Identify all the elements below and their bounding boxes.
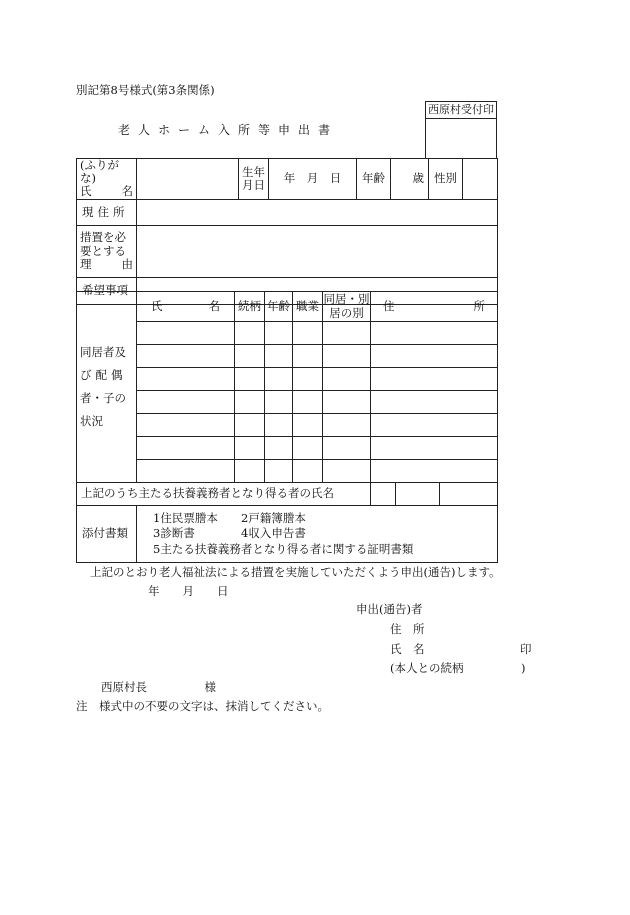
household-relation-cell[interactable] [235,460,265,483]
attachment-item-5: 5主たる扶養義務者となり得る者に関する証明書類 [153,541,414,556]
col-header-address-a: 住 [383,298,395,313]
reason-label-line3a: 理 [80,256,92,271]
applicant-table [76,158,498,305]
name-row [77,159,498,200]
declaration-text: 上記のとおり老人福祉法による措置を実施していただくよう申出(通告)します。 [90,565,501,579]
date-line[interactable]: 年 月 日 [148,584,229,598]
household-relation-cell[interactable] [235,437,265,460]
household-address-cell[interactable] [371,368,498,391]
col-header-job: 職業 [293,292,323,322]
household-job-cell[interactable] [293,368,323,391]
household-age-cell[interactable] [265,322,293,345]
household-age-cell[interactable] [265,414,293,437]
col-header-address-b: 所 [473,298,485,313]
sex-value-cell[interactable] [463,159,498,200]
attachments-row [77,506,498,563]
supporter-name-cell-1[interactable] [371,483,396,506]
household-age-cell[interactable] [265,391,293,414]
supporter-name-cell-3[interactable] [440,483,498,506]
household-row [77,368,498,391]
household-relation-cell[interactable] [235,322,265,345]
birth-date-cell[interactable]: 年 月 日 [269,159,357,200]
relation-line[interactable]: (本人との続柄 ) [390,661,526,675]
household-relation-cell[interactable] [235,345,265,368]
household-cohab-cell[interactable] [323,437,371,460]
reason-label-line1: 措置を必 [80,230,126,245]
household-name-cell[interactable] [137,345,235,368]
household-name-cell[interactable] [137,368,235,391]
col-header-age: 年齢 [265,292,293,322]
household-job-cell[interactable] [293,437,323,460]
address-value-cell[interactable] [137,199,498,225]
col-header-address [371,292,498,322]
household-cohab-cell[interactable] [323,391,371,414]
col-header-cohab-line1: 同居・別 [323,292,370,307]
household-job-cell[interactable] [293,391,323,414]
supporter-label: 上記のうち主たる扶養義務者となり得る者の氏名 [77,483,371,506]
seal-mark: 印 [520,642,532,656]
household-address-cell[interactable] [371,345,498,368]
applicant-label: 申出(通告)者 [356,602,423,616]
household-job-cell[interactable] [293,414,323,437]
attachments-label: 添付書類 [77,506,137,563]
note-text: 注 様式中の不要の文字は、抹消してください。 [76,699,329,713]
col-header-name-b: 名 [208,298,220,313]
birth-label-cell [239,159,269,200]
birth-label-a: 生年 [242,164,265,179]
age-label: 年齢 [357,159,391,200]
supporter-name-cell-2[interactable] [396,483,440,506]
household-cohab-cell[interactable] [323,368,371,391]
reason-label-line2: 要とする [80,243,126,258]
household-job-cell[interactable] [293,322,323,345]
address-row [77,199,498,225]
supporter-row [77,483,498,506]
household-address-cell[interactable] [371,322,498,345]
furigana-label: (ふりがな) [80,158,119,186]
applicant-address-label[interactable]: 住 所 [390,622,425,636]
col-header-name-a: 氏 [151,298,163,313]
household-row [77,345,498,368]
attachment-item-4: 4収入申告書 [241,526,306,541]
col-header-cohab-line2: 居の別 [329,305,364,320]
mayor-line: 西原村長 様 [101,680,216,694]
address-label: 現住所 [77,199,137,225]
household-row [77,460,498,483]
household-relation-cell[interactable] [235,368,265,391]
household-address-cell[interactable] [371,460,498,483]
attachment-item-2: 2戸籍簿謄本 [241,510,306,525]
request-label: 希望事項 [77,277,137,304]
reason-row [77,225,498,277]
household-address-cell[interactable] [371,391,498,414]
household-name-cell[interactable] [137,460,235,483]
applicant-name-label[interactable]: 氏 名 [390,642,425,656]
household-label-line4: 状況 [80,414,103,428]
household-age-cell[interactable] [265,345,293,368]
household-job-cell[interactable] [293,345,323,368]
household-cohab-cell[interactable] [323,322,371,345]
household-age-cell[interactable] [265,368,293,391]
household-row [77,322,498,345]
sex-label: 性別 [429,159,463,200]
household-address-cell[interactable] [371,414,498,437]
birth-label-b: 月日 [242,177,265,192]
household-relation-cell[interactable] [235,391,265,414]
receipt-stamp-label-cell [425,101,497,119]
household-row [77,391,498,414]
col-header-cohabitation [323,292,371,322]
household-row [77,414,498,437]
household-cohab-cell[interactable] [323,414,371,437]
name-label-b: 名 [121,184,133,199]
col-header-relation: 続柄 [235,292,265,322]
household-name-cell[interactable] [137,391,235,414]
attachments-list [137,506,498,563]
household-name-cell[interactable] [137,437,235,460]
household-label-line1: 同居者及 [80,345,126,359]
household-age-cell[interactable] [265,460,293,483]
reason-label-cell [77,225,137,277]
reason-label-line3b: 由 [121,256,133,271]
name-value-cell[interactable] [137,159,239,200]
household-name-cell[interactable] [137,322,235,345]
household-label-cell [77,292,137,483]
attachment-item-3: 3診断書 [153,526,195,541]
age-unit[interactable]: 歳 [391,159,429,200]
reason-value-cell[interactable] [137,225,498,277]
household-cohab-cell[interactable] [323,345,371,368]
col-header-name [137,292,235,322]
household-cohab-cell[interactable] [323,460,371,483]
household-address-cell[interactable] [371,437,498,460]
household-row [77,437,498,460]
household-relation-cell[interactable] [235,414,265,437]
household-job-cell[interactable] [293,460,323,483]
form-number: 別記第8号様式(第3条関係) [76,83,215,97]
household-name-cell[interactable] [137,414,235,437]
household-header-row [77,292,498,322]
household-age-cell[interactable] [265,437,293,460]
receipt-stamp-label: 西原村受付印 [428,103,494,116]
name-label-cell [77,159,137,200]
household-label-line3: 者・子の [80,391,126,405]
household-label-line2: び配偶 [80,368,127,382]
page-title: 老人ホーム入所等申出書 [118,123,339,137]
name-label-a: 氏 [80,184,92,199]
attachment-item-1: 1住民票謄本 [153,510,218,525]
household-table [76,291,498,563]
